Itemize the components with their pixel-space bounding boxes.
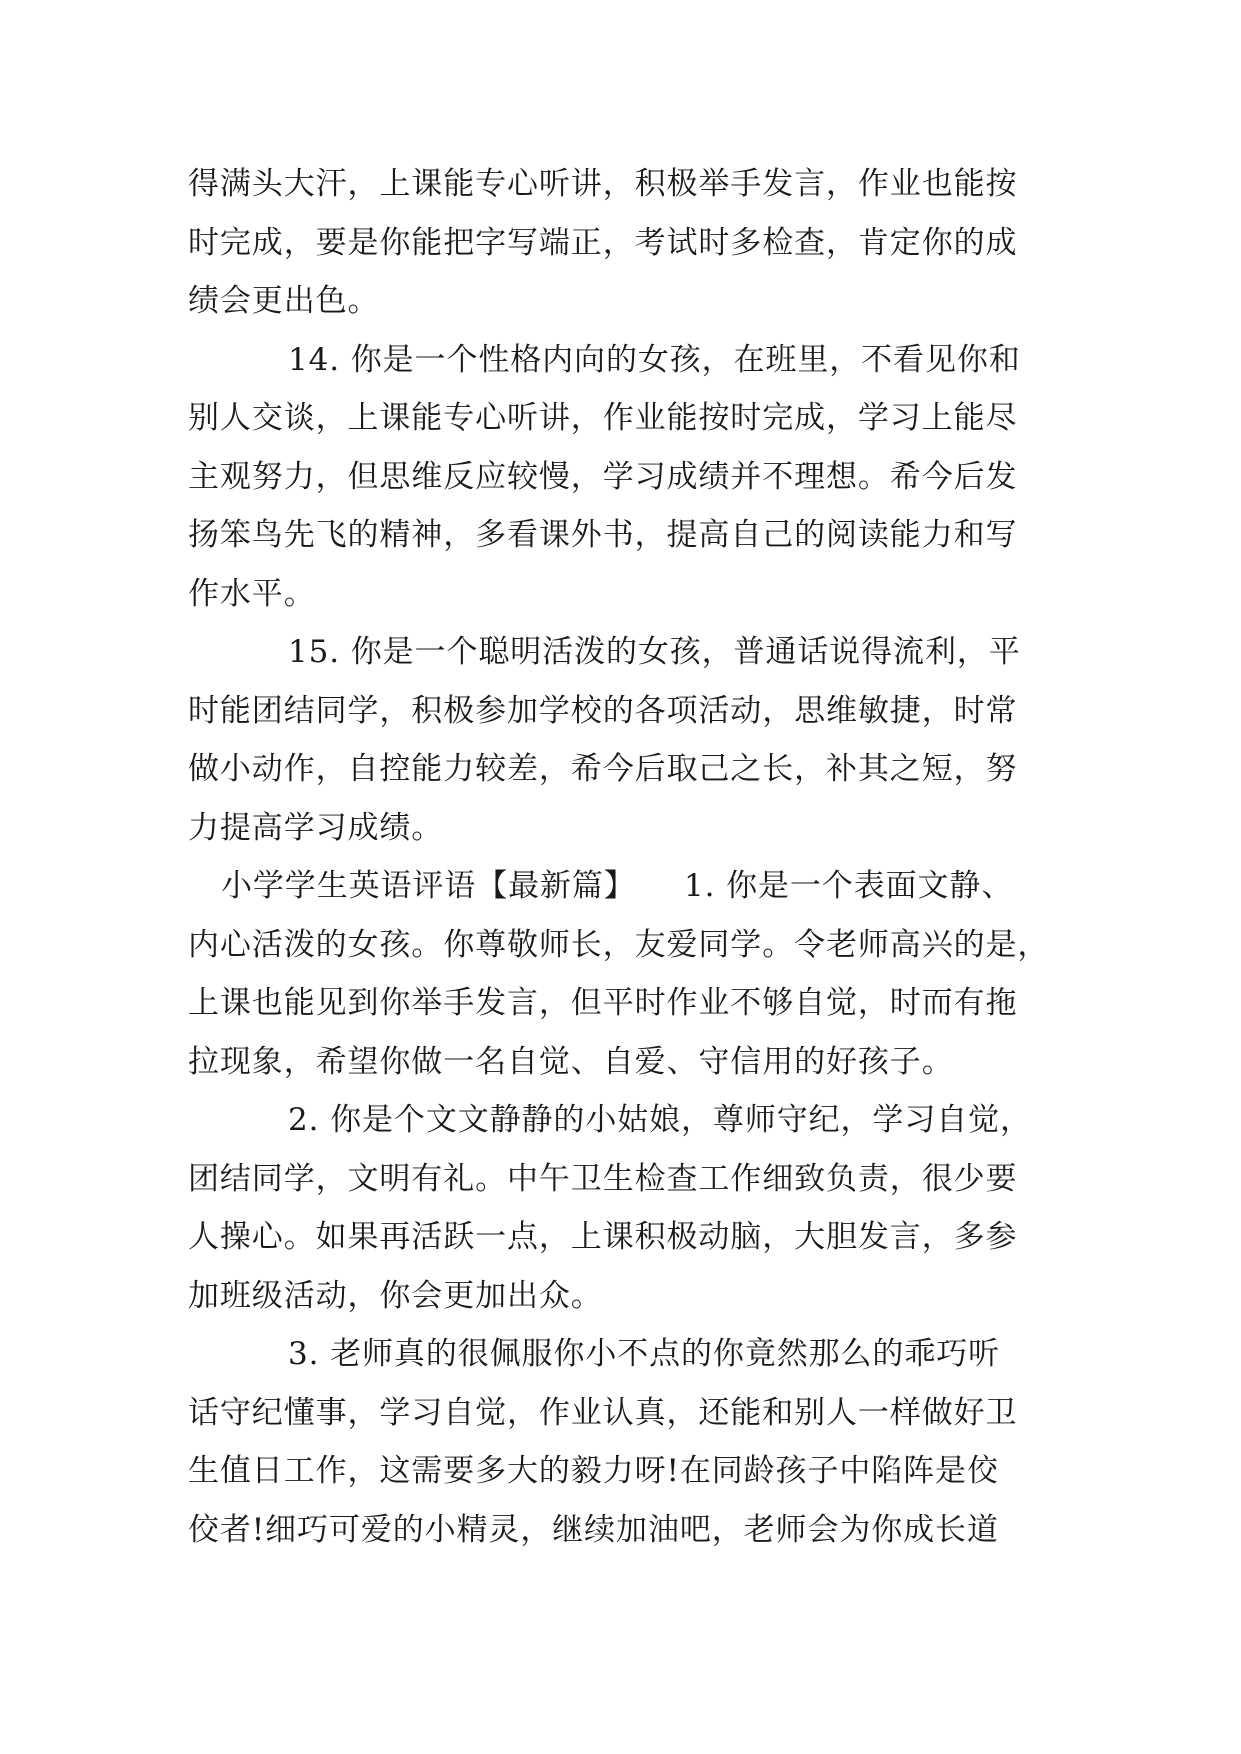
text-line: 话守纪懂事，学习自觉，作业认真，还能和别人一样做好卫 bbox=[188, 1394, 1018, 1431]
text-line: 拉现象，希望你做一名自觉、自爱、守信用的好孩子。 bbox=[188, 1043, 954, 1080]
text-line: 别人交谈，上课能专心听讲，作业能按时完成，学习上能尽 bbox=[188, 400, 1018, 436]
text-line: 团结同学，文明有礼。中午卫生检查工作细致负责，很少要 bbox=[188, 1160, 1018, 1197]
text-line: 绩会更出色。 bbox=[188, 283, 380, 319]
paragraph-14-first-line: 14. 你是一个性格内向的女孩，在班里，不看见你和 bbox=[288, 341, 1021, 378]
section-heading-line: 小学学生英语评语【最新篇】 1. 你是一个表面文静、 bbox=[221, 868, 1014, 904]
document-page bbox=[188, 155, 1058, 1559]
text-line: 加班级活动，你会更加出众。 bbox=[188, 1277, 603, 1314]
text-line: 时完成，要是你能把字写端正，考试时多检查，肯定你的成 bbox=[188, 224, 1018, 261]
text-line: 生值日工作，这需要多大的毅力呀!在同龄孩子中陷阵是佼 bbox=[188, 1453, 999, 1489]
text-line: 做小动作，自控能力较差，希今后取己之长，补其之短，努 bbox=[188, 751, 1018, 787]
text-line: 扬笨鸟先飞的精神，多看课外书，提高自己的阅读能力和写 bbox=[188, 517, 1018, 553]
paragraph-15-first-line: 15. 你是一个聪明活泼的女孩，普通话说得流利，平 bbox=[288, 634, 1021, 670]
paragraph-3-first-line: 3. 老师真的很佩服你小不点的你竟然那么的乖巧听 bbox=[288, 1336, 1001, 1372]
text-line: 人操心。如果再活跃一点，上课积极动脑，大胆发言，多参 bbox=[188, 1219, 1018, 1255]
text-line: 上课也能见到你举手发言，但平时作业不够自觉，时而有拖 bbox=[188, 985, 1018, 1021]
text-line: 力提高学习成绩。 bbox=[188, 809, 444, 846]
text-line: 内心活泼的女孩。你尊敬师长，友爱同学。令老师高兴的是， bbox=[188, 926, 1050, 963]
paragraph-2-first-line: 2. 你是个文文静静的小姑娘，尊师守纪，学习自觉， bbox=[288, 1102, 1032, 1138]
text-line: 作水平。 bbox=[188, 575, 316, 612]
text-line: 佼者!细巧可爱的小精灵，继续加油吧，老师会为你成长道 bbox=[188, 1511, 999, 1548]
text-line: 主观努力，但思维反应较慢，学习成绩并不理想。希今后发 bbox=[188, 458, 1018, 495]
text-line: 得满头大汗，上课能专心听讲，积极举手发言，作业也能按 bbox=[188, 166, 1018, 202]
text-line: 时能团结同学，积极参加学校的各项活动，思维敏捷，时常 bbox=[188, 692, 1018, 729]
